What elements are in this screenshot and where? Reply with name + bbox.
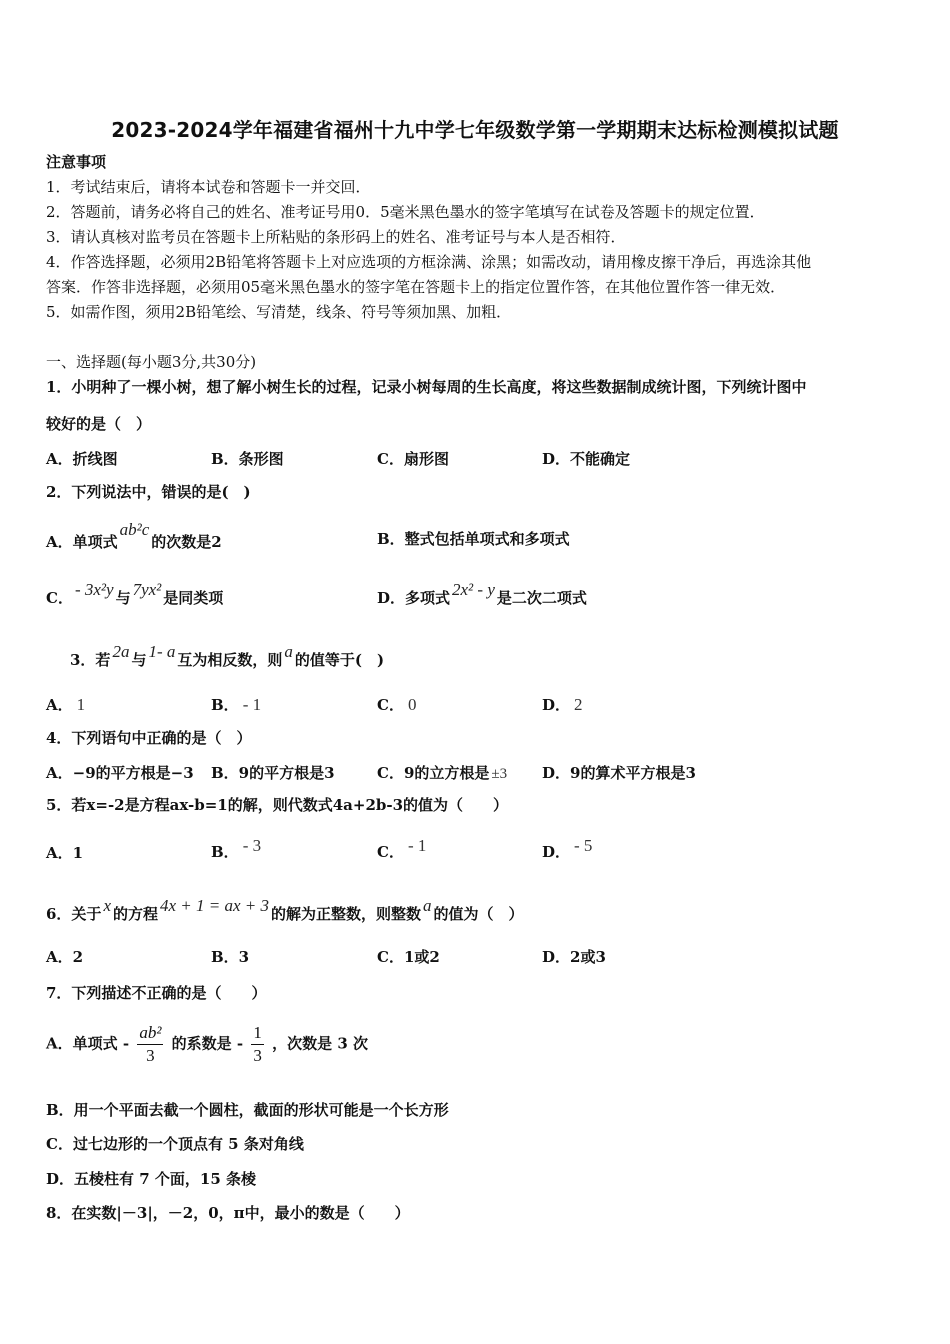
option-value: 2 [574,695,583,714]
notice-item: 答案．作答非选择题，必须用05毫米黑色墨水的签字笔在答题卡上的指定位置作答，在其他位置作答一律无效． [46,278,786,296]
math-expression: 4x + 1 = ax + 3 [160,896,270,915]
option-d-text: D．多项式 [377,589,451,607]
option-b [211,836,261,862]
option-d-text: 是二次二项式 [496,589,587,607]
question-7-stem: 7．下列描述不正确的是（ ） [46,984,267,1002]
option-d [377,580,587,608]
fraction-denominator: 3 [253,1046,262,1065]
option-label: C． [377,696,404,714]
question-2-options-row2 [46,578,906,608]
math-expression: 7yx² [132,580,162,599]
option-label: B． [211,843,239,861]
question-4-options [46,762,906,792]
stem-text: 的方程 [112,905,158,923]
option-text: ，次数是 3 次 [272,1034,368,1053]
fraction-numerator: ab² [137,1022,163,1045]
option-d: D．9的算术平方根是3 [542,764,696,782]
page-title: 2023-2024学年福建省福州十九中学七年级数学第一学期期末达标检测模拟试题 [111,118,839,142]
option-a [46,520,222,552]
option-c: C．扇形图 [377,450,449,468]
option-b: B．整式包括单项式和多项式 [377,530,570,548]
question-8-stem: 8．在实数|－3|，－2，0，π中，最小的数是（ ） [46,1204,410,1222]
option-a-text: A．单项式 [46,533,118,551]
notice-item: 1．考试结束后，请将本试卷和答题卡一并交回． [46,178,371,196]
question-3-stem [70,638,930,668]
option-b: B．用一个平面去截一个圆柱，截面的形状可能是一个长方形 [46,1101,449,1119]
option-d: D．2或3 [542,948,606,966]
stem-text: 6．关于 [46,905,102,923]
stem-text: 互为相反数，则 [177,651,283,669]
stem-text: 的值等于( ) [294,651,385,669]
question-4-stem: 4．下列语句中正确的是（ ） [46,729,252,747]
option-d [542,694,583,715]
option-a: A．−9的平方根是−3 [46,764,194,782]
question-6-options [46,946,906,976]
fraction [137,1022,163,1067]
math-expression: x [103,896,111,915]
option-a: A．折线图 [46,450,118,468]
question-2-stem: 2．下列说法中，错误的是( ) [46,483,251,501]
fraction-denominator: 3 [146,1046,155,1065]
option-b [211,694,261,715]
option-value: 0 [407,695,417,714]
stem-text: 与 [131,651,147,669]
math-expression: 1- a [148,642,176,661]
option-a-text: 的次数是2 [151,533,222,551]
option-b: B．9的平方根是3 [211,764,335,782]
notice-item: 5．如需作图，须用2B铅笔绘、写清楚，线条、符号等须加黑、加粗． [46,303,512,321]
question-2-options-row1 [46,520,906,550]
option-c [377,836,426,862]
option-value: - 1 [407,836,427,855]
option-c [377,694,416,715]
option-label: D． [542,843,571,861]
question-6-stem [46,890,906,923]
math-expression: - 3x²y [74,580,114,599]
option-d: D．五棱柱有 7 个面，15 条棱 [46,1170,256,1188]
option-c: C．1或2 [377,948,440,966]
stem-text: 的解为正整数，则整数 [271,905,422,923]
option-c: C．过七边形的一个顶点有 5 条对角线 [46,1135,304,1153]
option-label: C．9的立方根是 [377,764,490,782]
notice-item: 2．答题前，请务必将自己的姓名、准考证号用0．5毫米黑色墨水的签字笔填写在试卷及答题卡的规定位置． [46,203,765,221]
fraction [251,1022,264,1067]
option-label: A． [46,696,73,714]
fraction-numerator: 1 [251,1022,264,1045]
option-c-text: 与 [115,589,131,607]
question-1-stem: 1．小明种了一棵小树，想了解小树生长的过程，记录小树每周的生长高度，将这些数据制成统计图，下列统计图中 [46,378,807,396]
option-value: - 3 [242,836,262,855]
math-expression: a [284,642,293,661]
notice-item: 4．作答选择题，必须用2B铅笔将答题卡上对应选项的方框涂满、涂黑；如需改动，请用橡皮擦干净后，再选涂其他 [46,253,812,271]
question-3-text [70,642,384,670]
option-c [377,762,507,783]
math-expression: 2x² - y [452,580,495,599]
question-5-stem: 5．若x=-2是方程ax-b=1的解，则代数式4a+2b-3的值为（ ） [46,796,509,814]
option-d: D．不能确定 [542,450,631,468]
math-expression: ab²c [119,520,150,539]
notice-item: 3．请认真核对监考员在答题卡上所粘贴的条形码上的姓名、准考证号与本人是否相符． [46,228,626,246]
option-a [46,694,85,715]
option-b: B．3 [211,948,250,966]
question-1-stem-cont: 较好的是（ ） [46,415,152,433]
option-value: 1 [76,695,86,714]
option-value: - 1 [242,695,262,714]
option-c [46,580,223,608]
option-a: A．2 [46,948,84,966]
option-a [46,1022,368,1067]
question-6-text [46,896,524,924]
option-c-text: C． [46,589,73,607]
question-5-options [46,836,906,866]
notice-heading: 注意事项 [46,153,107,171]
question-1-options [46,448,906,478]
option-a: A．1 [46,844,84,862]
option-label: C． [377,843,404,861]
option-value: - 5 [574,836,593,855]
option-d [542,836,592,862]
stem-text: 3．若 [70,651,111,669]
question-7-option-a [46,1020,906,1076]
section-heading: 一、选择题(每小题3分,共30分) [46,353,257,371]
option-c-text: 是同类项 [163,589,224,607]
option-text: 的系数是 - [171,1034,244,1053]
option-b: B．条形图 [211,450,284,468]
option-value: ±3 [491,766,508,782]
math-expression: a [423,896,432,915]
option-label: D． [542,696,571,714]
question-3-options [46,694,906,724]
math-expression: 2a [112,642,130,661]
option-label: B． [211,696,239,714]
option-text: A．单项式 - [46,1034,130,1053]
stem-text: 的值为（ ） [433,905,524,923]
